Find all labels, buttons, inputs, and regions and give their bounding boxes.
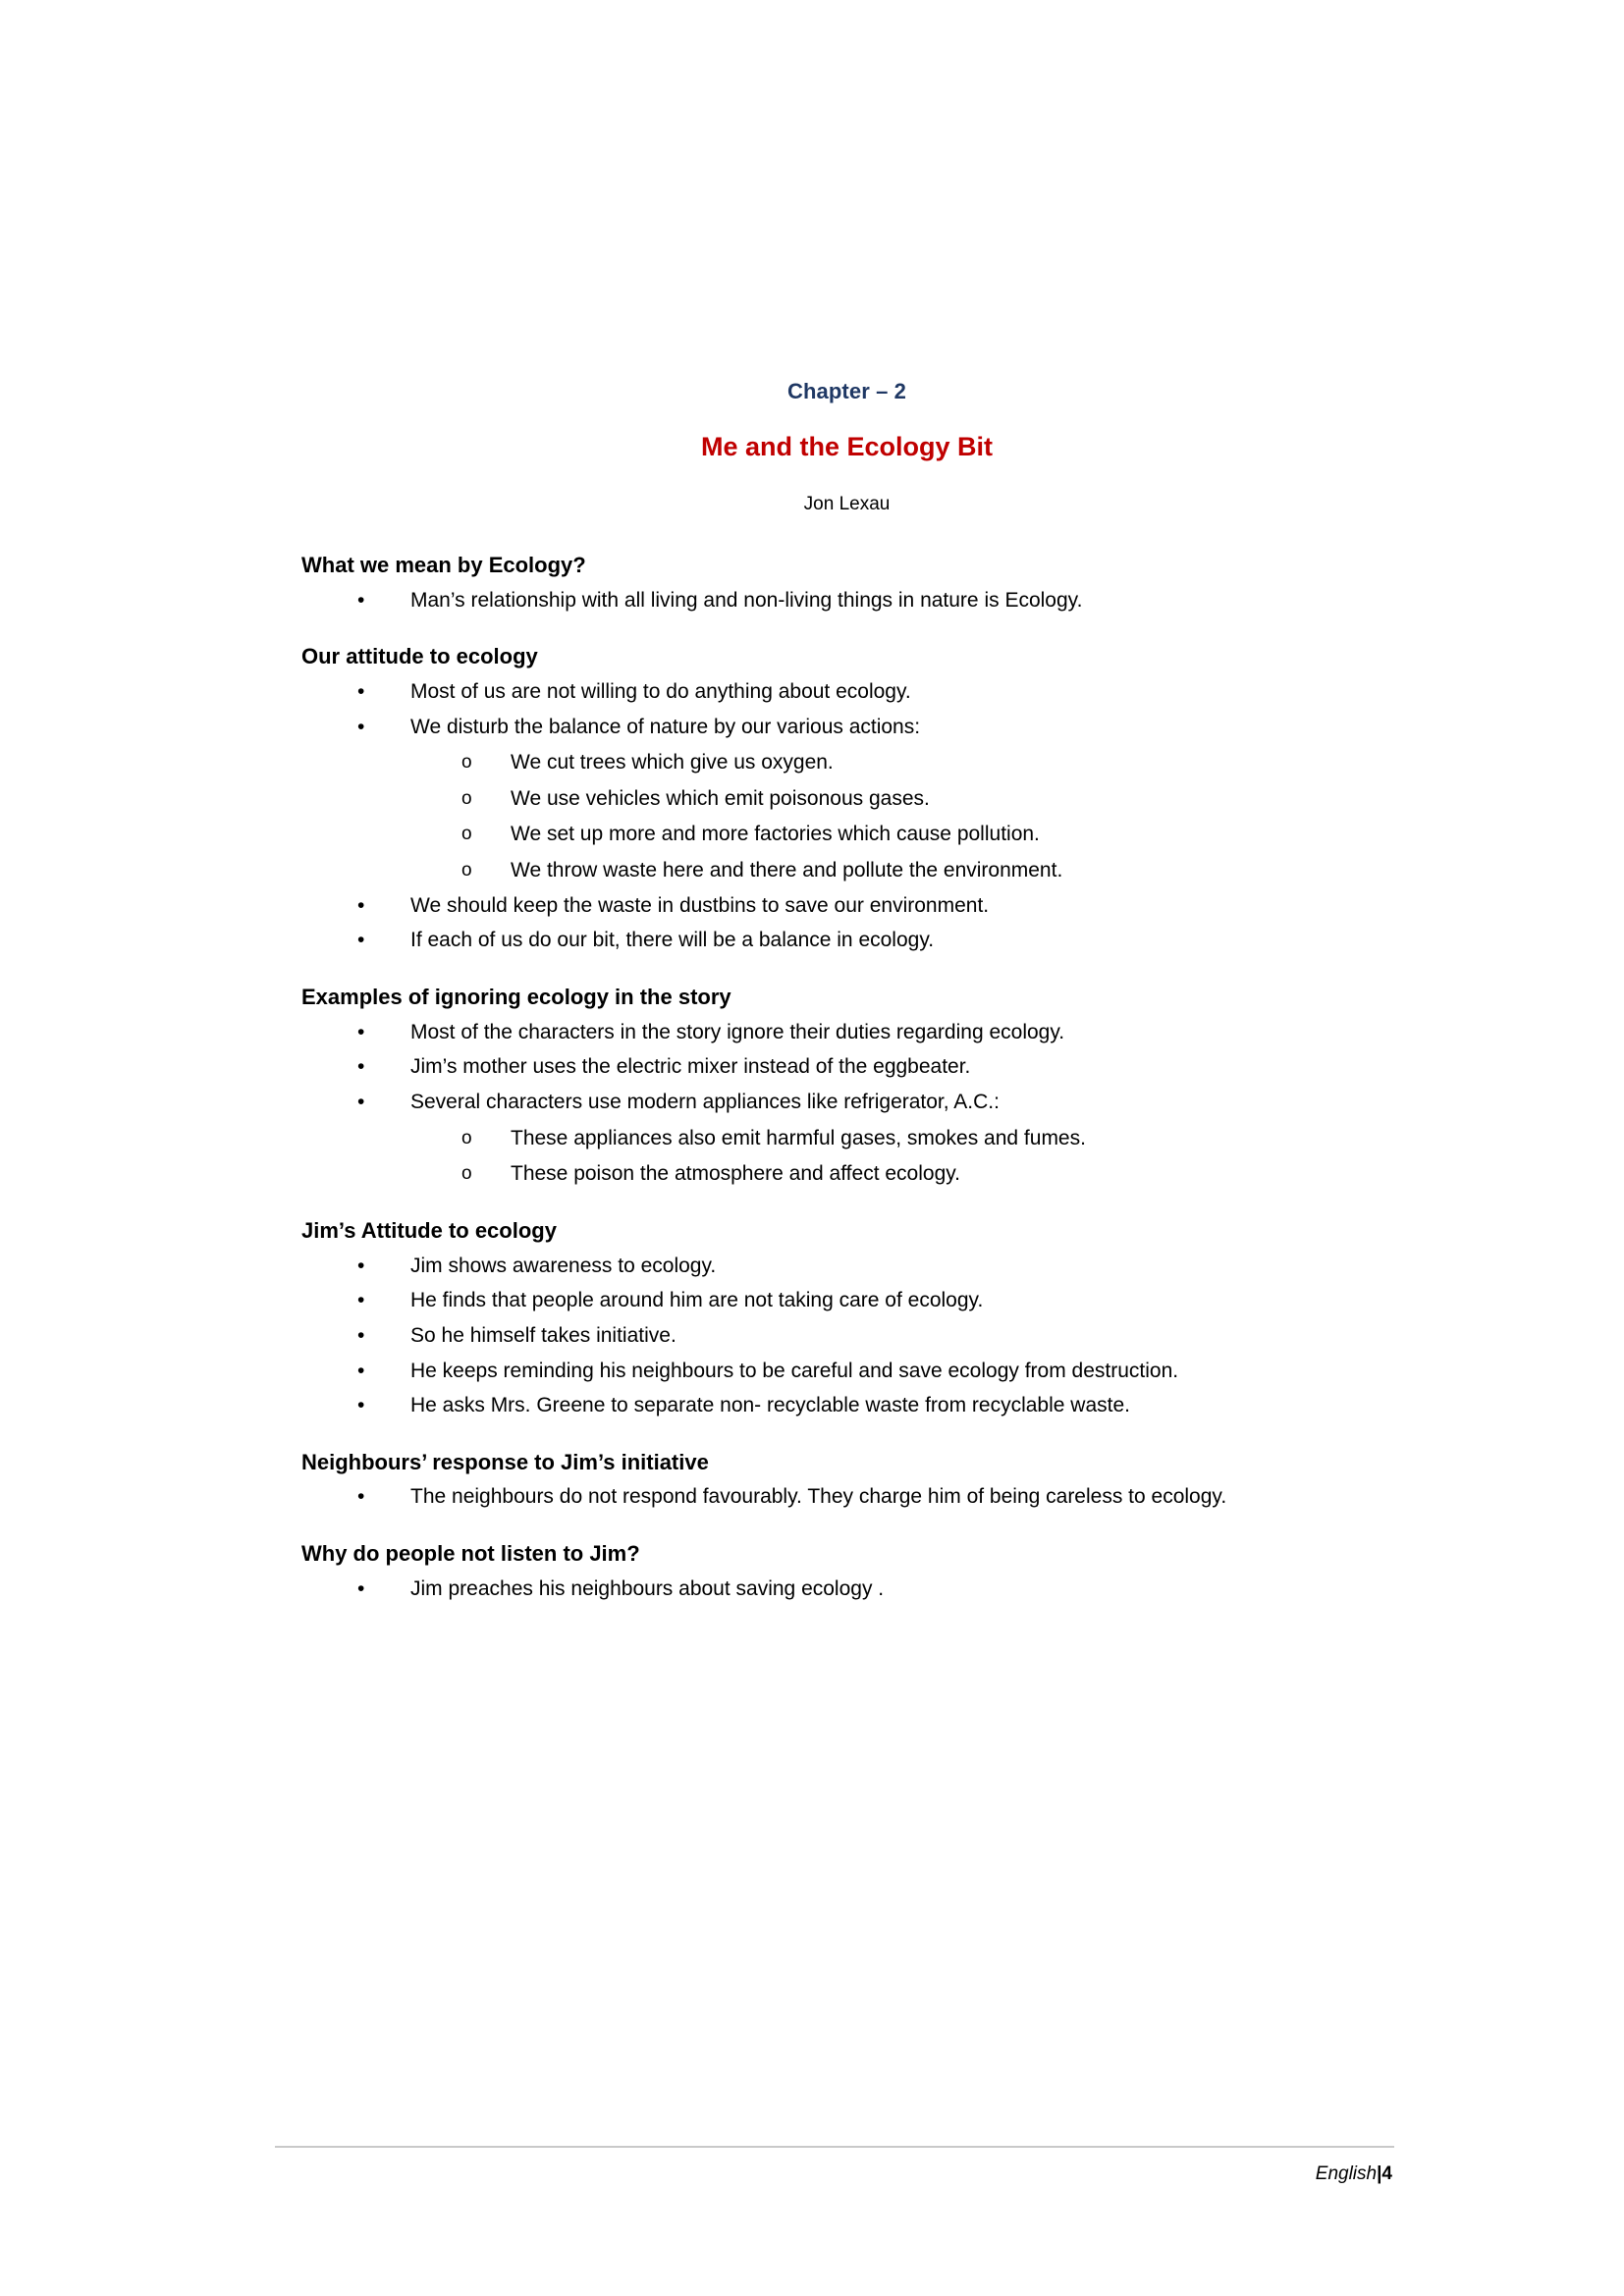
sub-list-item — [410, 750, 1389, 776]
circle-bullet-marker-icon: o — [461, 787, 472, 809]
section-what-we-mean-by-ecology — [301, 552, 1389, 614]
list-item — [304, 1576, 1389, 1603]
section-heading: Our attitude to ecology — [301, 644, 538, 669]
section-heading: What we mean by Ecology? — [301, 553, 586, 577]
bullet-marker-icon: • — [357, 679, 365, 703]
list-item — [304, 1288, 1389, 1314]
list-item-text: We disturb the balance of nature by our various actions: — [410, 715, 921, 738]
bullet-list — [304, 679, 1389, 954]
section-neighbours-response — [301, 1449, 1389, 1511]
list-item — [304, 1020, 1389, 1046]
bullet-list — [304, 1254, 1389, 1419]
list-item-text: Jim shows awareness to ecology. — [410, 1254, 717, 1277]
list-item-text: If each of us do our bit, there will be a balance in ecology. — [410, 929, 935, 952]
sub-list-item-text: These poison the atmosphere and affect ecology. — [511, 1162, 961, 1186]
sub-list-item-text: We throw waste here and there and pollute the environment. — [511, 859, 1063, 882]
list-item-text: Jim preaches his neighbours about saving ecology . — [410, 1576, 885, 1600]
list-item — [304, 679, 1389, 706]
sub-list-item — [410, 786, 1389, 813]
section-jims-attitude-to-ecology — [301, 1217, 1389, 1419]
list-item — [304, 715, 1389, 884]
circle-bullet-marker-icon: o — [461, 860, 472, 881]
list-item — [304, 1090, 1389, 1188]
section-heading: Examples of ignoring ecology in the story — [301, 985, 731, 1010]
list-item-text: The neighbours do not respond favourably. They charge him of being careless to ecology. — [410, 1485, 1227, 1509]
circle-bullet-marker-icon: o — [461, 1127, 472, 1148]
sub-bullet-list — [410, 1126, 1389, 1188]
list-item-text: So he himself takes initiative. — [410, 1323, 677, 1347]
section-our-attitude-to-ecology — [301, 643, 1389, 954]
list-item-text: Jim’s mother uses the electric mixer instead of the eggbeater. — [410, 1055, 971, 1079]
title-block — [304, 0, 1389, 516]
sub-bullet-list — [410, 750, 1389, 884]
list-item — [304, 1393, 1389, 1419]
list-item-text: Most of the characters in the story ignore their duties regarding ecology. — [410, 1020, 1065, 1043]
bullet-marker-icon: • — [357, 1055, 365, 1079]
bullet-marker-icon: • — [357, 1394, 365, 1417]
list-item — [304, 1323, 1389, 1350]
footer-divider — [275, 2146, 1394, 2148]
list-item-text: We should keep the waste in dustbins to save our environment. — [410, 893, 990, 917]
sub-list-item-text: We use vehicles which emit poisonous gases. — [511, 786, 930, 810]
sub-list-item-text: We set up more and more factories which cause pollution. — [511, 823, 1040, 846]
section-why-do-people-not-listen — [301, 1540, 1389, 1602]
bullet-list — [304, 1020, 1389, 1188]
bullet-marker-icon: • — [357, 1091, 365, 1113]
bullet-marker-icon: • — [357, 1289, 365, 1312]
circle-bullet-marker-icon: o — [461, 752, 472, 774]
chapter-label: Chapter – 2 — [787, 379, 906, 403]
section-examples-of-ignoring-ecology — [301, 984, 1389, 1188]
bullet-list — [304, 588, 1389, 614]
section-heading: Neighbours’ response to Jim’s initiative — [301, 1449, 709, 1474]
section-heading: Jim’s Attitude to ecology — [301, 1217, 557, 1243]
footer-subject-label: English — [1315, 2163, 1378, 2184]
list-item-text: He keeps reminding his neighbours to be careful and save ecology from destruction. — [410, 1359, 1179, 1382]
bullet-marker-icon: • — [357, 1323, 365, 1347]
list-item — [304, 588, 1389, 614]
section-heading: Why do people not listen to Jim? — [301, 1541, 640, 1567]
sub-list-item-text: These appliances also emit harmful gases, smokes and fumes. — [511, 1126, 1086, 1149]
sub-list-item — [410, 822, 1389, 848]
sub-list-item — [410, 858, 1389, 884]
sub-list-item — [410, 1161, 1389, 1188]
list-item — [304, 1484, 1389, 1511]
circle-bullet-marker-icon: o — [461, 824, 472, 845]
bullet-marker-icon: • — [357, 893, 365, 917]
bullet-marker-icon: • — [357, 715, 365, 738]
list-item-text: He asks Mrs. Greene to separate non- recyclable waste from recyclable waste. — [410, 1394, 1130, 1417]
sub-list-item — [410, 1126, 1389, 1152]
bullet-marker-icon: • — [357, 1020, 365, 1043]
list-item — [304, 928, 1389, 954]
bullet-marker-icon: • — [357, 588, 365, 612]
page-footer — [275, 2146, 1394, 2185]
circle-bullet-marker-icon: o — [461, 1163, 472, 1185]
bullet-marker-icon: • — [357, 929, 365, 952]
list-item — [304, 893, 1389, 920]
bullet-marker-icon: • — [357, 1359, 365, 1382]
bullet-marker-icon: • — [357, 1485, 365, 1509]
footer-separator: | — [1377, 2163, 1382, 2184]
document-content — [301, 0, 1389, 1602]
footer-text — [275, 2163, 1394, 2185]
list-item — [304, 1359, 1389, 1385]
sub-list-item-text: We cut trees which give us oxygen. — [511, 751, 834, 774]
list-item-text: He finds that people around him are not taking care of ecology. — [410, 1289, 984, 1312]
list-item-text: Several characters use modern appliances like refrigerator, A.C.: — [410, 1091, 1000, 1113]
bullet-list — [304, 1576, 1389, 1603]
author-name: Jon Lexau — [803, 494, 891, 515]
page-title: Me and the Ecology Bit — [700, 431, 994, 461]
list-item-text: Most of us are not willing to do anything about ecology. — [410, 679, 911, 703]
list-item — [304, 1254, 1389, 1280]
list-item — [304, 1054, 1389, 1081]
list-item-text: Man’s relationship with all living and non-living things in nature is Ecology. — [410, 588, 1083, 612]
bullet-marker-icon: • — [357, 1254, 365, 1277]
bullet-list — [304, 1484, 1389, 1511]
bullet-marker-icon: • — [357, 1576, 365, 1600]
page-number: 4 — [1381, 2163, 1392, 2184]
